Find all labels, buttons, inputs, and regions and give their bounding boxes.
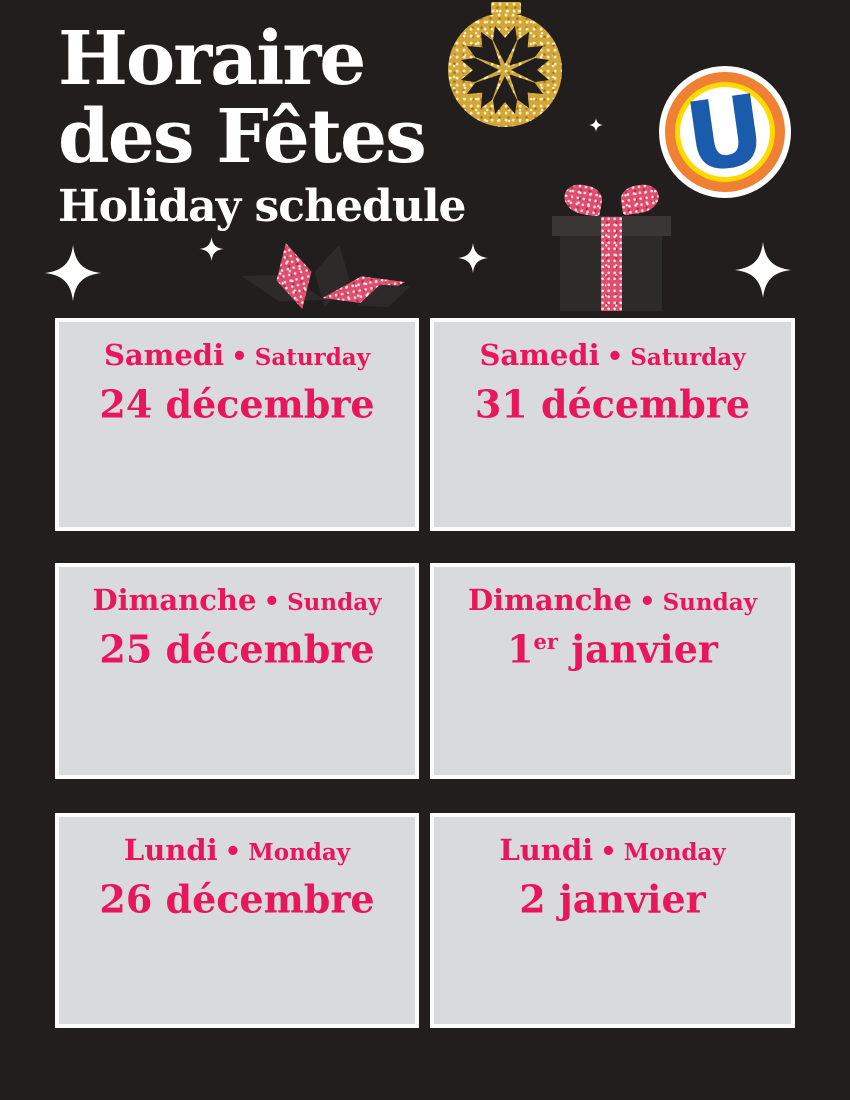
day-label-en: Saturday xyxy=(630,344,746,371)
date-label xyxy=(59,621,415,671)
schedule-card-dec-25 xyxy=(55,563,419,779)
date-ordinal: er xyxy=(533,629,558,654)
date-number: 26 xyxy=(99,876,153,922)
date-label xyxy=(59,871,415,921)
day-heading xyxy=(59,584,415,621)
date-number: 31 xyxy=(474,381,528,427)
day-heading xyxy=(59,339,415,376)
date-number: 25 xyxy=(99,626,153,672)
day-label-en: Sunday xyxy=(662,589,757,616)
date-label xyxy=(434,621,791,671)
schedule-card-jan-2 xyxy=(430,813,795,1028)
sparkle-icon xyxy=(45,242,101,304)
sparkle-icon xyxy=(735,239,791,301)
day-label-en: Saturday xyxy=(254,344,371,371)
brand-logo xyxy=(658,65,792,199)
schedule-card-dec-31 xyxy=(430,318,795,531)
date-number: 1 xyxy=(507,626,534,672)
page-subtitle: Holiday schedule xyxy=(58,181,466,232)
page-title: Horaire des Fêtes xyxy=(58,16,425,180)
sparkle-icon xyxy=(589,112,603,138)
gift-bow-left-icon xyxy=(562,182,604,217)
schedule-card-jan-1 xyxy=(430,563,795,779)
date-month: décembre xyxy=(152,876,375,922)
day-label-fr: Lundi xyxy=(499,833,594,867)
date-month: décembre xyxy=(152,381,375,427)
day-heading xyxy=(434,339,791,376)
schedule-card-dec-24 xyxy=(55,318,419,531)
date-month: janvier xyxy=(557,626,718,672)
day-label-fr: Samedi xyxy=(103,338,225,372)
bullet-separator: • xyxy=(600,837,617,867)
date-label xyxy=(434,871,791,921)
day-label-fr: Lundi xyxy=(123,833,218,867)
gift-bow-right-icon xyxy=(619,182,661,215)
ornament-icon xyxy=(448,13,562,127)
gift-ribbon-icon xyxy=(601,217,622,311)
date-number: 24 xyxy=(99,381,153,427)
date-label xyxy=(434,376,791,426)
day-heading xyxy=(59,834,415,871)
brand-letter: U xyxy=(678,73,772,195)
sparkle-icon xyxy=(458,239,488,277)
bullet-separator: • xyxy=(638,587,656,617)
schedule-card-dec-26 xyxy=(55,813,419,1028)
snowflake-star-icon xyxy=(448,13,562,127)
day-label-en: Monday xyxy=(623,839,726,866)
day-label-en: Monday xyxy=(248,839,351,866)
bullet-separator: • xyxy=(263,587,281,617)
day-heading xyxy=(434,584,791,621)
day-label-fr: Dimanche xyxy=(468,583,632,617)
day-heading xyxy=(434,834,791,871)
sparkle-icon xyxy=(196,237,227,261)
date-month: janvier xyxy=(545,876,706,922)
day-label-fr: Dimanche xyxy=(92,583,257,617)
date-label xyxy=(59,376,415,426)
bullet-separator: • xyxy=(231,342,248,372)
day-label-en: Sunday xyxy=(287,589,382,616)
bullet-separator: • xyxy=(606,342,624,372)
date-month: décembre xyxy=(152,626,375,672)
bullet-separator: • xyxy=(224,837,242,867)
day-label-fr: Samedi xyxy=(479,338,600,372)
date-number: 2 xyxy=(519,876,546,922)
date-month: décembre xyxy=(527,381,751,427)
